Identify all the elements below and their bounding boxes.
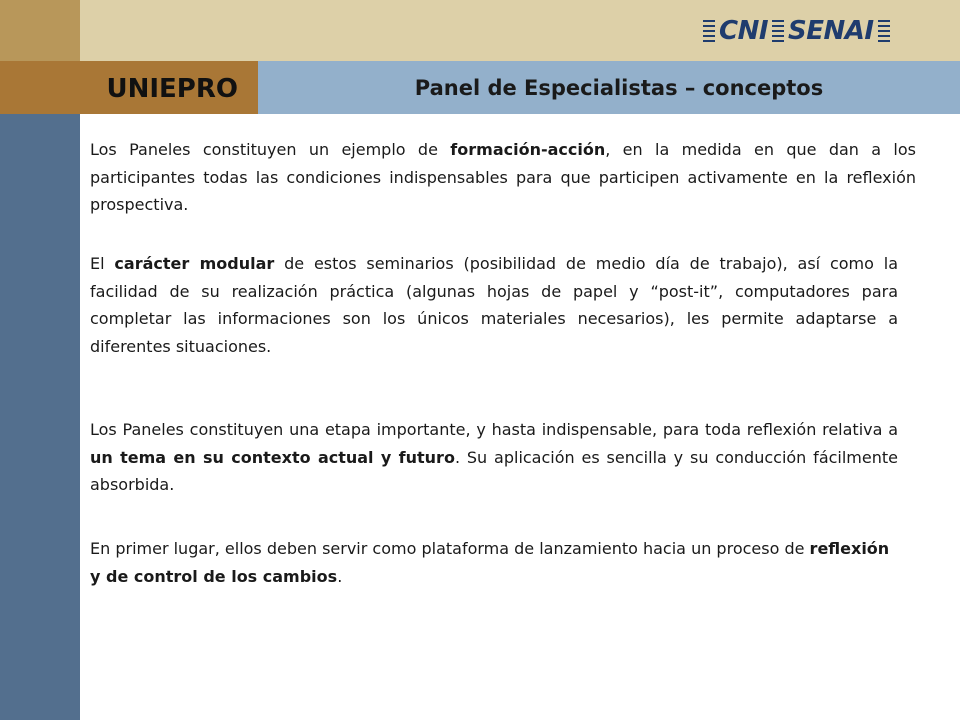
brand-label: UNIEPRO	[106, 73, 238, 104]
body-text: El	[90, 254, 115, 273]
emphasis-text: un tema en su contexto actual y futuro	[90, 447, 455, 467]
paragraph-caracter-modular	[90, 250, 898, 360]
paragraph-tema-contexto	[90, 416, 898, 499]
emphasis-text: carácter modular	[114, 254, 275, 273]
body-text: En primer lugar, ellos deben servir como plataforma de lanzamiento hacia un proceso de	[90, 539, 810, 558]
body-text: .	[337, 566, 343, 586]
logo-word-senai: SENAI	[788, 16, 874, 46]
logo-bars-icon	[878, 20, 890, 42]
cni-senai-logo	[703, 14, 890, 48]
logo-bars-icon	[703, 20, 715, 42]
emphasis-text: formación-acción	[450, 140, 606, 159]
corner-accent	[0, 0, 80, 61]
body-text: Los Paneles constituyen una etapa importante, y hasta indispensable, para toda reflexión relativa a	[90, 420, 898, 439]
body-text: Los Paneles constituyen un ejemplo de	[90, 140, 451, 159]
logo-word-cni: CNI	[719, 16, 769, 46]
paragraph-primer-lugar	[90, 535, 898, 590]
page-title: Panel de Especialistas – conceptos	[414, 75, 824, 100]
body-text: . Su aplicación es sencilla y su conducción fácilmente absorbida.	[90, 447, 898, 494]
logo-bars-icon	[772, 20, 784, 42]
paragraph-formacion-accion	[90, 136, 916, 219]
left-rail	[0, 114, 80, 720]
body-text: , en la medida en que dan a los participantes todas las condiciones indispensables para que participen activamente en la reflexión prospectiva.	[90, 140, 917, 214]
body-text: de estos seminarios (posibilidad de medio día de trabajo), así como la facilidad de su realización práctica (algunas hojas de papel y “post-it”, computadores para completar las informaciones son los únicos materiales necesarios), les permite adaptarse a diferentes situaciones.	[90, 254, 899, 356]
emphasis-text: reflexión y de control de los cambios	[90, 539, 890, 586]
